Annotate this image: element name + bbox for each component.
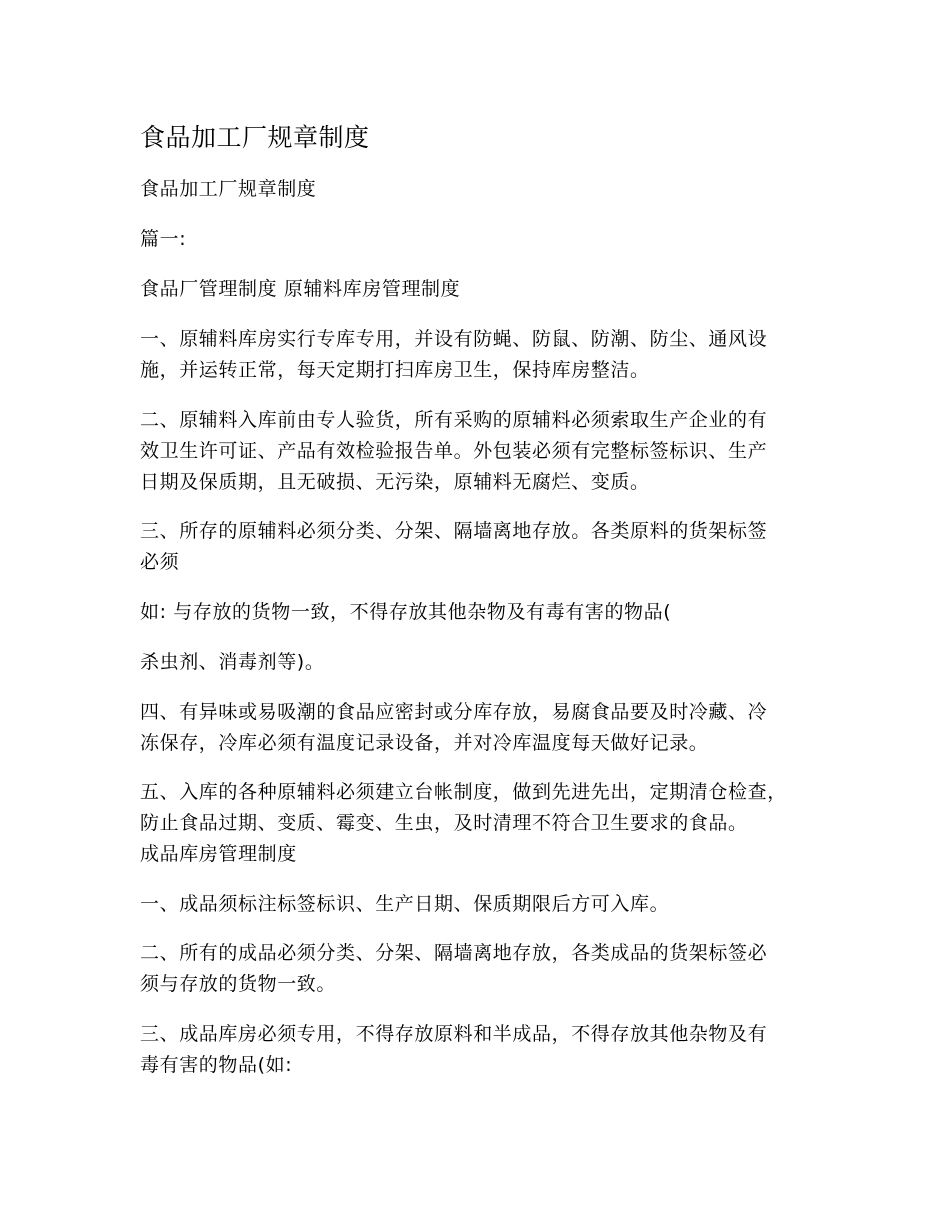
raw-item-5-line-1: 五、入库的各种原辅料必须建立台帐制度，做到先进先出，定期清仓检查，: [140, 781, 787, 803]
raw-item-2-line-3: 日期及保质期，且无破损、无污染，原辅料无腐烂、变质。: [140, 471, 650, 493]
raw-item-2-line-1: 二、原辅料入库前由专人验货，所有采购的原辅料必须索取生产企业的有: [140, 409, 768, 431]
page-title: 食品加工厂规章制度: [140, 123, 370, 152]
finished-item-2-line-2: 须与存放的货物一致。: [140, 973, 337, 995]
finished-item-1-line-1: 一、成品须标注标签标识、生产日期、保质期限后方可入库。: [140, 893, 670, 915]
finished-item-3-line-2: 毒有害的物品(如:: [140, 1054, 293, 1076]
raw-item-5-line-2: 防止食品过期、变质、霉变、生虫，及时清理不符合卫生要求的食品。: [140, 812, 748, 834]
example-line-continued: 杀虫剂、消毒剂等)。: [140, 651, 325, 673]
finished-item-3-line-1: 三、成品库房必须专用，不得存放原料和半成品，不得存放其他杂物及有: [140, 1023, 768, 1045]
raw-item-3-line-1: 三、所存的原辅料必须分类、分架、隔墙离地存放。各类原料的货架标签: [140, 520, 768, 542]
raw-item-3-line-2: 必须: [140, 551, 180, 573]
raw-item-1-line-1: 一、原辅料库房实行专库专用，并设有防蝇、防鼠、防潮、防尘、通风设: [140, 328, 768, 350]
example-line: 如: 与存放的货物一致，不得存放其他杂物及有毒有害的物品(: [140, 601, 672, 623]
section-heading-raw-materials: 食品厂管理制度 原辅料库房管理制度: [140, 278, 461, 300]
finished-item-2-line-1: 二、所有的成品必须分类、分架、隔墙离地存放，各类成品的货架标签必: [140, 942, 768, 964]
raw-item-4-line-1: 四、有异味或易吸潮的食品应密封或分库存放，易腐食品要及时冷藏、冷: [140, 701, 768, 723]
subtitle: 食品加工厂规章制度: [140, 178, 317, 200]
raw-item-4-line-2: 冻保存，冷库必须有温度记录设备，并对冷库温度每天做好记录。: [140, 732, 709, 754]
raw-item-2-line-2: 效卫生许可证、产品有效检验报告单。外包装必须有完整标签标识、生产: [140, 440, 768, 462]
raw-item-1-line-2: 施，并运转正常，每天定期打扫库房卫生，保持库房整洁。: [140, 359, 650, 381]
section-heading-finished-goods: 成品库房管理制度: [140, 843, 297, 865]
part-label: 篇一:: [140, 228, 187, 250]
